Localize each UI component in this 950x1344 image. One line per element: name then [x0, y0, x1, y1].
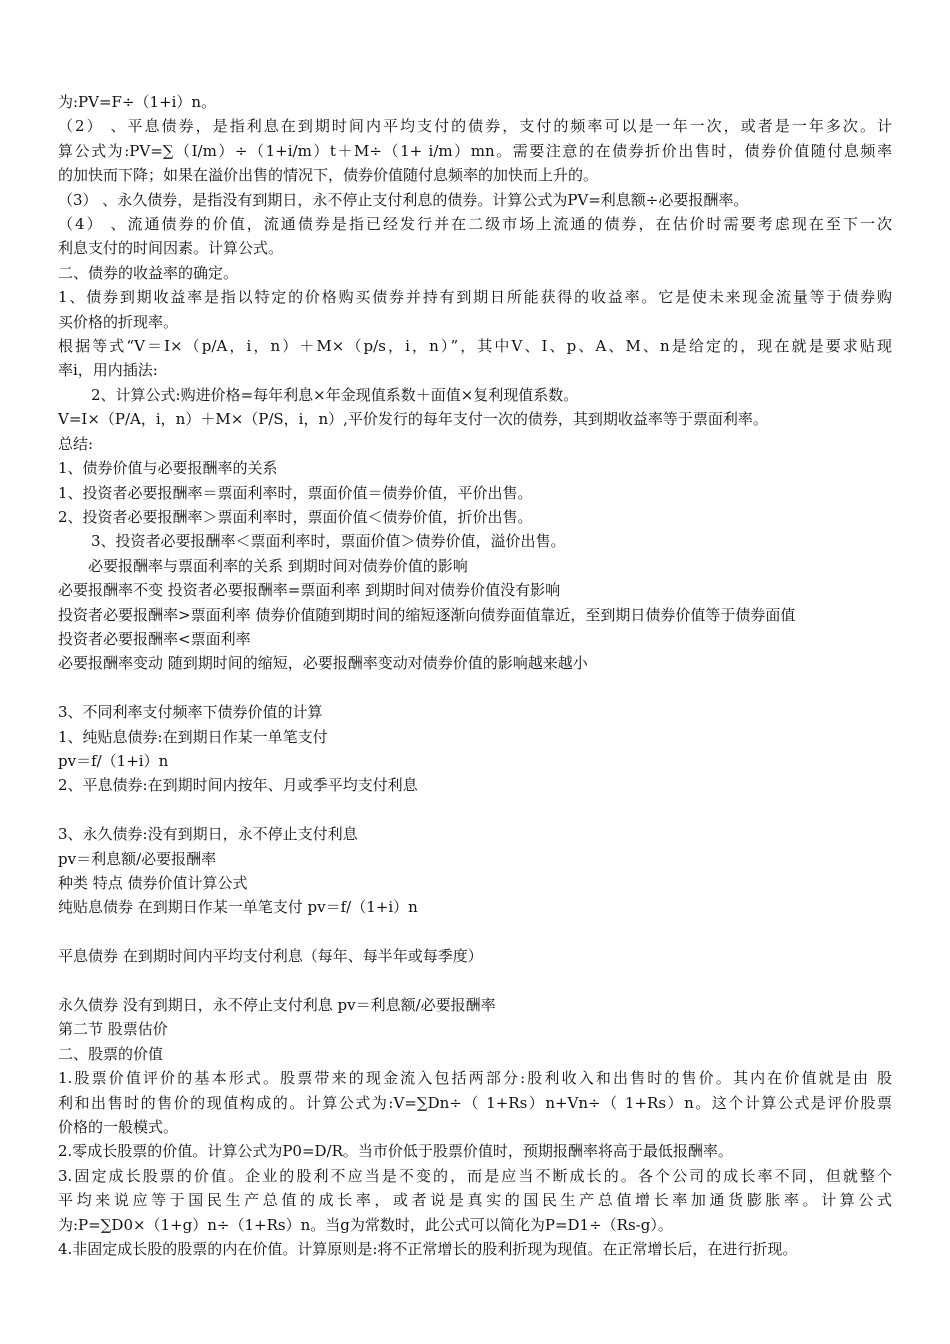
- text-line: 买价格的折现率。: [58, 312, 179, 331]
- text-line: 为:P=∑D0×（1+g）n÷（1+Rs）n。当g为常数时，此公式可以简化为P=D1÷（Rs-g）。: [58, 1215, 673, 1234]
- blank-line: [58, 798, 892, 822]
- text-line: pv＝f/（1+i）n: [58, 751, 169, 770]
- text-line: 4.非固定成长股的股票的内在价值。计算原则是:将不正常增长的股利折现为现值。在正常增长后，在进行折现。: [58, 1240, 798, 1259]
- text-line: （3） 、永久债券，是指没有到期日，永不停止支付利息的债券。计算公式为PV=利息额÷必要报酬率。: [58, 190, 749, 209]
- text-line: 必要报酬率不变 投资者必要报酬率=票面利率 到期时间对债券价值没有影响: [58, 581, 561, 600]
- text-line: 算公式为:PV=∑（I/m）÷（1+i/m）t＋M÷（1+ i/m）mn。需要注意的在债券折价出售时，债券价值随付息频率: [58, 141, 892, 160]
- text-line: 率i，用内插法:: [58, 361, 158, 380]
- text-line: 种类 特点 债券价值计算公式: [58, 873, 248, 892]
- text-line: 必要报酬率与票面利率的关系 到期时间对债券价值的影响: [88, 556, 468, 575]
- text-line: 纯贴息债券 在到期日作某一单笔支付 pv＝f/（1+i）n: [58, 898, 418, 917]
- text-line: 1、债券到期收益率是指以特定的价格购买债券并持有到期日所能获得的收益率。它是使未来现金流量等于债券购: [58, 288, 892, 307]
- text-line: （2） 、平息债券，是指利息在到期时间内平均支付的债券，支付的频率可以是一年一次，或者是一年多次。计: [58, 117, 892, 136]
- section-heading: 总结:: [58, 434, 94, 453]
- blank-line: [58, 969, 892, 993]
- text-line: 根据等式“V＝I×（p/A，i，n）＋M×（p/s，i，n）”，其中V、I、p、A、M、n是给定的，现在就是要求贴现: [58, 337, 892, 356]
- text-line: 利和出售时的售价的现值构成的。计算公式为:V=∑Dn÷（ 1+Rs）n+Vn÷（ 1+Rs）n。这个计算公式是评价股票: [58, 1093, 892, 1112]
- text-line: 平息债券 在到期时间内平均支付利息（每年、每半年或每季度）: [58, 947, 483, 966]
- text-line: 必要报酬率变动 随到期时间的缩短，必要报酬率变动对债券价值的影响越来越小: [58, 654, 588, 673]
- section-heading: 第二节 股票估价: [58, 1020, 168, 1039]
- text-line: 平均来说应等于国民生产总值的成长率，或者说是真实的国民生产总值增长率加通货膨胀率。计算公式: [58, 1191, 892, 1210]
- text-line: 1.股票价值评价的基本形式。股票带来的现金流入包括两部分:股利收入和出售时的售价。其内在价值就是由 股: [58, 1069, 892, 1088]
- text-line: 的加快而下降；如果在溢价出售的情况下，债券价值随付息频率的加快而上升的。: [58, 166, 599, 185]
- section-heading: 二、股票的价值: [58, 1044, 164, 1063]
- text-line: 2、计算公式:购进价格=每年利息×年金现值系数＋面值×复利现值系数。: [91, 385, 579, 404]
- text-line: 永久债券 没有到期日，永不停止支付利息 pv＝利息额/必要报酬率: [58, 995, 496, 1014]
- blank-line: [58, 676, 892, 700]
- text-line: （4） 、流通债券的价值，流通债券是指已经发行并在二级市场上流通的债券，在估价时需要考虑现在至下一次: [58, 215, 892, 234]
- text-line: 2.零成长股票的价值。计算公式为P0=D/R。当市价低于股票价值时，预期报酬率将高于最低报酬率。: [58, 1142, 733, 1161]
- text-line: pv＝利息额/必要报酬率: [58, 849, 217, 868]
- text-line: 1、投资者必要报酬率＝票面利率时，票面价值＝债券价值，平价出售。: [58, 483, 533, 502]
- text-line: 1、纯贴息债券:在到期日作某一单笔支付: [58, 727, 328, 746]
- blank-line: [58, 920, 892, 944]
- text-line: 投资者必要报酬率>票面利率 债券价值随到期时间的缩短逐渐向债券面值靠近，至到期日债券价值等于债券面值: [58, 605, 796, 624]
- text-line: 2、投资者必要报酬率＞票面利率时，票面价值＜债券价值，折价出售。: [58, 507, 533, 526]
- text-line: V=I×（P/A，i，n）＋M×（P/S，i，n）,平价发行的每年支付一次的债券，其到期收益率等于票面利率。: [58, 410, 768, 429]
- section-heading: 二、债券的收益率的确定。: [58, 263, 239, 282]
- text-line: 3、投资者必要报酬率＜票面利率时，票面价值＞债券价值，溢价出售。: [91, 532, 566, 551]
- text-line: 3.固定成长股票的价值。企业的股利不应当是不变的，而是应当不断成长的。各个公司的成长率不同，但就整个: [58, 1166, 892, 1185]
- section-heading: 3、不同利率支付频率下债券价值的计算: [58, 703, 323, 722]
- text-line: 为:PV=F÷（1+i）n。: [58, 93, 217, 111]
- text-line: 利息支付的时间因素。计算公式。: [58, 239, 284, 258]
- text-line: 价格的一般模式。: [58, 1118, 179, 1136]
- text-line: 3、永久债券:没有到期日，永不停止支付利息: [58, 825, 358, 844]
- text-line: 1、债券价值与必要报酬率的关系: [58, 459, 278, 478]
- text-line: 投资者必要报酬率<票面利率: [58, 629, 251, 648]
- text-line: 2、平息债券:在到期时间内按年、月或季平均支付利息: [58, 776, 418, 795]
